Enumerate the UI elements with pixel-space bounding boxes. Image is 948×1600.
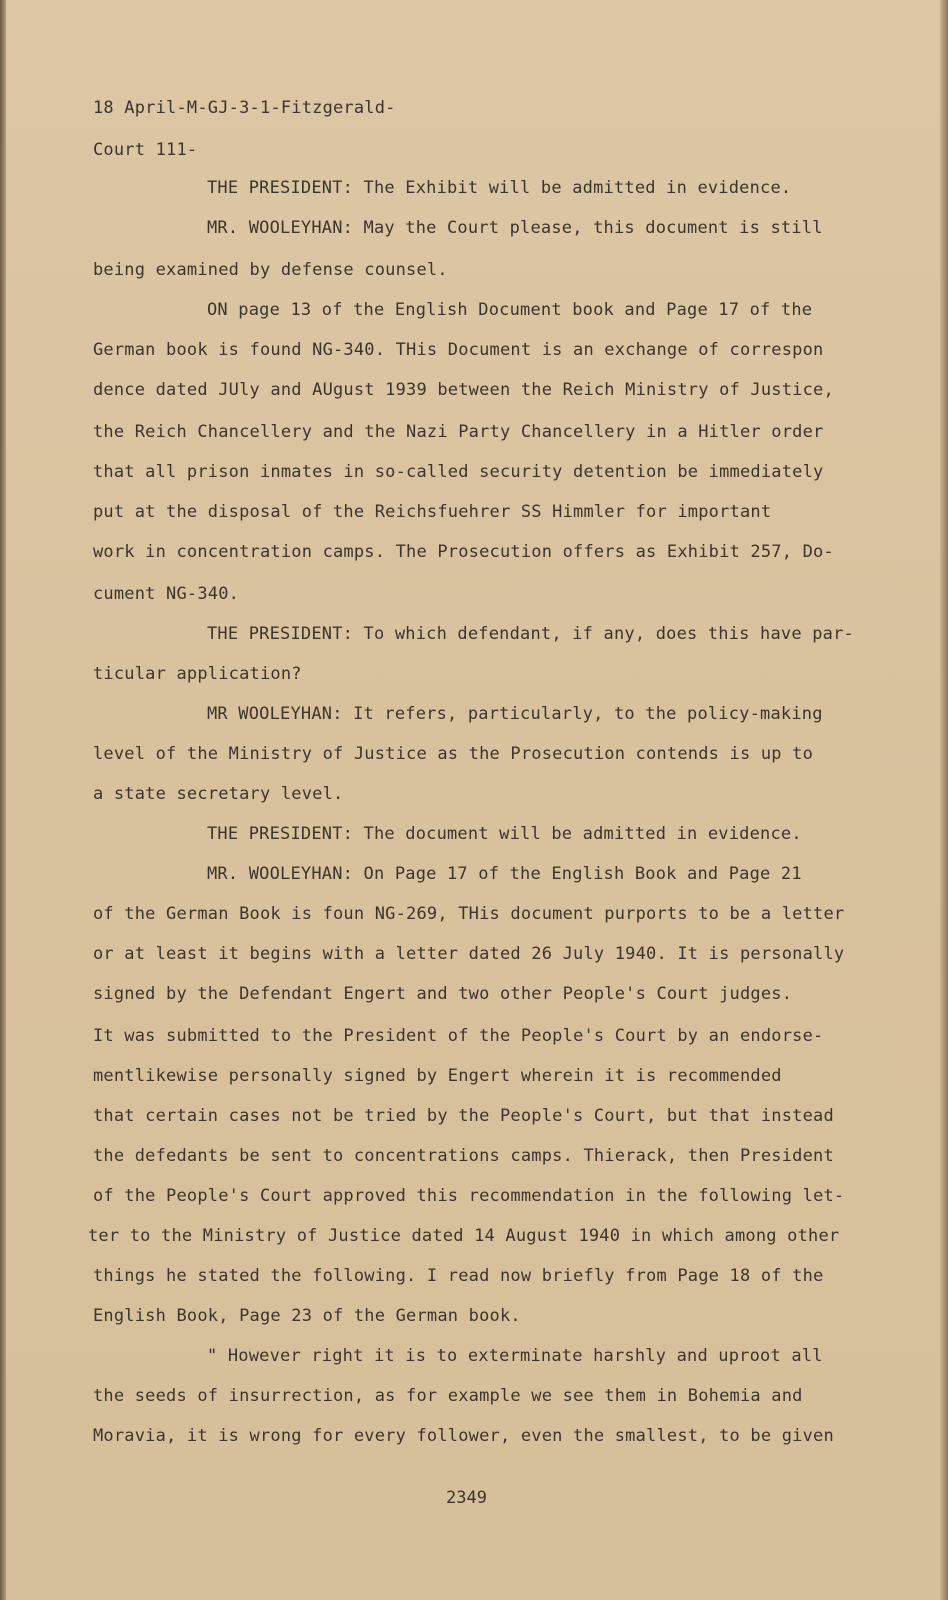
header-line-2: Court 111- xyxy=(93,140,198,160)
text-line: that certain cases not be tried by the People's Court, but that instead xyxy=(93,1106,834,1126)
text-line: THE PRESIDENT: To which defendant, if any, does this have par- xyxy=(207,624,854,644)
text-line: " However right it is to exterminate harshly and uproot all xyxy=(207,1346,823,1366)
page-number: 2349 xyxy=(446,1488,487,1508)
text-line: THE PRESIDENT: The document will be admitted in evidence. xyxy=(207,824,802,844)
text-line: MR. WOOLEYHAN: On Page 17 of the English Book and Page 21 xyxy=(207,864,802,884)
text-line: the seeds of insurrection, as for example we see them in Bohemia and xyxy=(93,1386,803,1406)
page-right-edge xyxy=(940,0,948,1600)
text-line: level of the Ministry of Justice as the Prosecution contends is up to xyxy=(93,744,814,764)
text-line: cument NG-340. xyxy=(93,584,240,604)
header-line-1: 18 April-M-GJ-3-1-Fitzgerald- xyxy=(93,98,396,118)
text-line: signed by the Defendant Engert and two other People's Court judges. xyxy=(93,984,793,1004)
text-line: ON page 13 of the English Document book and Page 17 of the xyxy=(207,300,813,320)
text-line: work in concentration camps. The Prosecution offers as Exhibit 257, Do- xyxy=(93,542,834,562)
text-line: that all prison inmates in so-called security detention be immediately xyxy=(93,462,824,482)
text-line: things he stated the following. I read now briefly from Page 18 of the xyxy=(93,1266,824,1286)
text-line: of the German Book is foun NG-269, THis document purports to be a letter xyxy=(93,904,845,924)
text-line: mentlikewise personally signed by Engert wherein it is recommended xyxy=(93,1066,782,1086)
page-left-edge xyxy=(0,0,6,1600)
text-line: being examined by defense counsel. xyxy=(93,260,448,280)
text-line: THE PRESIDENT: The Exhibit will be admitted in evidence. xyxy=(207,178,792,198)
text-line: MR. WOOLEYHAN: May the Court please, this document is still xyxy=(207,218,823,238)
text-line: ticular application? xyxy=(93,664,302,684)
text-line: the Reich Chancellery and the Nazi Party Chancellery in a Hitler order xyxy=(93,422,824,442)
text-line: English Book, Page 23 of the German book. xyxy=(93,1306,521,1326)
text-line: a state secretary level. xyxy=(93,784,344,804)
text-line: or at least it begins with a letter dated 26 July 1940. It is personally xyxy=(93,944,845,964)
text-line: German book is found NG-340. THis Document is an exchange of correspon xyxy=(93,340,824,360)
text-line: ter to the Ministry of Justice dated 14 August 1940 in which among other xyxy=(88,1226,840,1246)
text-line: put at the disposal of the Reichsfuehrer SS Himmler for important xyxy=(93,502,772,522)
text-line: dence dated JUly and AUgust 1939 between the Reich Ministry of Justice, xyxy=(93,380,834,400)
text-line: of the People's Court approved this recommendation in the following let- xyxy=(93,1186,845,1206)
text-line: MR WOOLEYHAN: It refers, particularly, to the policy-making xyxy=(207,704,823,724)
text-line: Moravia, it is wrong for every follower, even the smallest, to be given xyxy=(93,1426,834,1446)
text-line: the defedants be sent to concentrations camps. Thierack, then President xyxy=(93,1146,834,1166)
text-line: It was submitted to the President of the People's Court by an endorse- xyxy=(93,1026,824,1046)
